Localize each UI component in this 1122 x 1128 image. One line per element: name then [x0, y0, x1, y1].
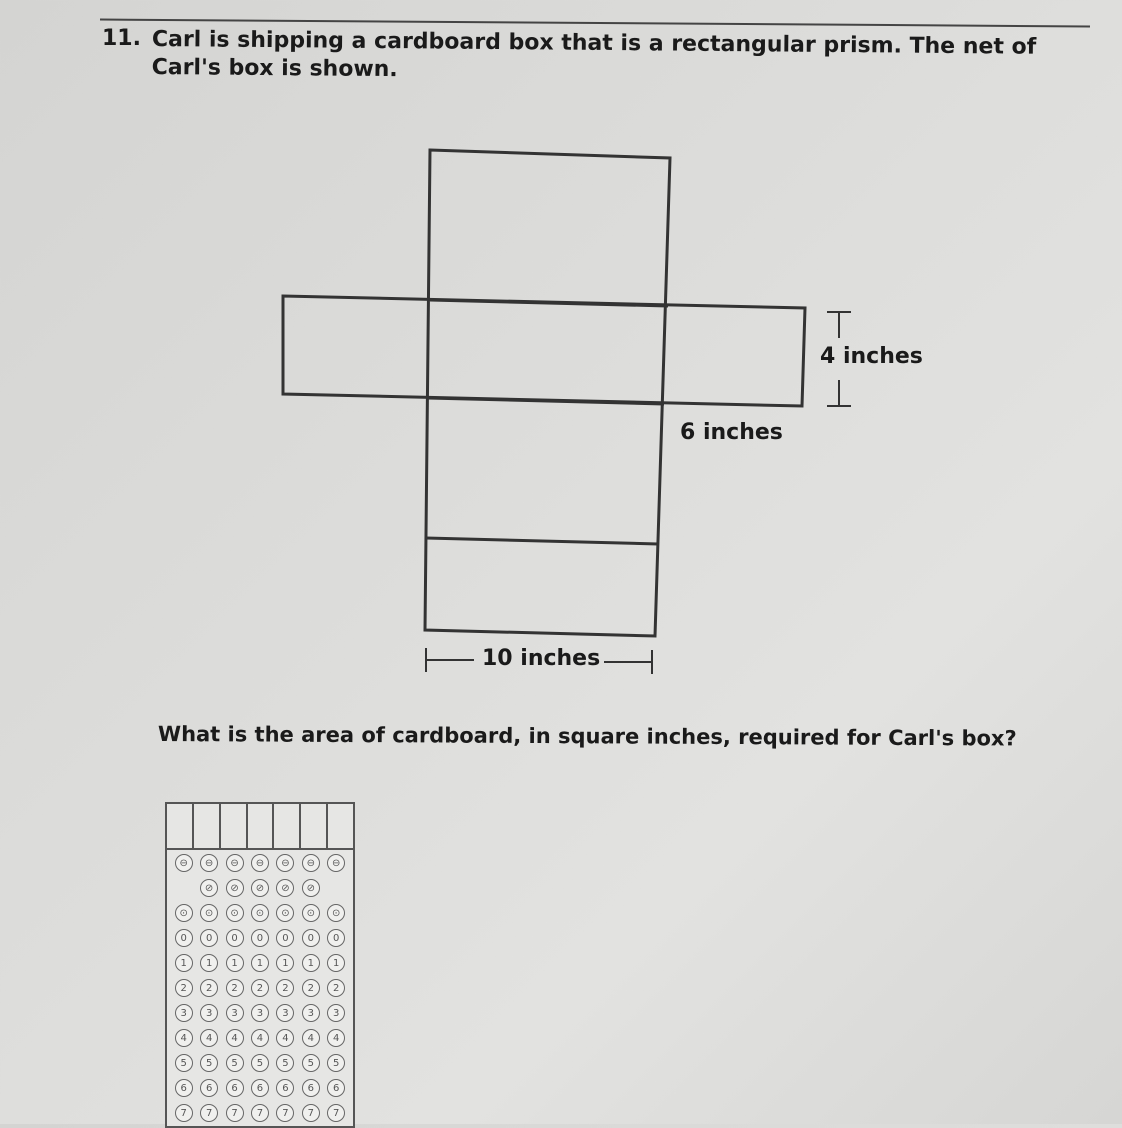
answer-bubble[interactable]: 7 [226, 1104, 244, 1122]
net-vertical-strip [425, 150, 670, 636]
answer-bubble[interactable]: 5 [251, 1054, 269, 1072]
answer-bubble[interactable]: ⊖ [327, 854, 345, 872]
answer-bubble[interactable]: ⊖ [302, 854, 320, 872]
bubble-row [167, 875, 353, 900]
answer-bubble[interactable]: ⊖ [251, 854, 269, 872]
answer-grid[interactable] [165, 802, 355, 1128]
answer-bubble[interactable]: 7 [251, 1104, 269, 1122]
answer-bubble[interactable]: ⊙ [251, 904, 269, 922]
answer-bubble[interactable]: 4 [226, 1029, 244, 1047]
answer-bubble[interactable]: 0 [302, 929, 320, 947]
bubble-row [167, 1050, 353, 1075]
answer-bubble[interactable]: 4 [276, 1029, 294, 1047]
answer-bubble[interactable]: 0 [327, 929, 345, 947]
width-label: 6 inches [680, 420, 783, 445]
answer-box[interactable] [274, 804, 301, 848]
answer-bubble[interactable]: 6 [226, 1079, 244, 1097]
answer-bubble[interactable]: 2 [200, 979, 218, 997]
answer-bubble[interactable]: 3 [276, 1004, 294, 1022]
answer-bubble[interactable]: ⊘ [200, 879, 218, 897]
answer-box[interactable] [248, 804, 275, 848]
answer-bubble[interactable]: 3 [327, 1004, 345, 1022]
answer-entry-boxes[interactable] [167, 804, 353, 850]
answer-bubble[interactable]: 5 [175, 1054, 193, 1072]
question-text: Carl is shipping a cardboard box that is a rectangular prism. The net of Carl's box is shown. [151, 26, 1037, 83]
answer-bubble[interactable]: 0 [200, 929, 218, 947]
answer-bubble[interactable]: 7 [276, 1104, 294, 1122]
height-label: 4 inches [820, 344, 923, 369]
answer-bubble[interactable]: ⊙ [200, 904, 218, 922]
bubble-row [167, 1025, 353, 1050]
answer-box[interactable] [194, 804, 221, 848]
answer-bubble[interactable]: 1 [302, 954, 320, 972]
answer-bubble[interactable]: 3 [175, 1004, 193, 1022]
answer-bubble[interactable]: 2 [175, 979, 193, 997]
answer-bubble[interactable]: 6 [200, 1079, 218, 1097]
bubble-placeholder [327, 879, 345, 897]
answer-bubble[interactable]: 3 [251, 1004, 269, 1022]
answer-bubble[interactable]: ⊖ [175, 854, 193, 872]
bubble-rows [167, 850, 353, 1125]
answer-box[interactable] [167, 804, 194, 848]
answer-bubble[interactable]: 2 [302, 979, 320, 997]
bubble-placeholder [175, 879, 193, 897]
answer-bubble[interactable]: 6 [327, 1079, 345, 1097]
bubble-row [167, 1100, 353, 1125]
answer-bubble[interactable]: 2 [226, 979, 244, 997]
bubble-row [167, 1000, 353, 1025]
answer-bubble[interactable]: 4 [251, 1029, 269, 1047]
answer-bubble[interactable]: 4 [175, 1029, 193, 1047]
answer-bubble[interactable]: 5 [327, 1054, 345, 1072]
answer-bubble[interactable]: 5 [226, 1054, 244, 1072]
answer-bubble[interactable]: ⊙ [327, 904, 345, 922]
answer-bubble[interactable]: 6 [251, 1079, 269, 1097]
answer-bubble[interactable]: ⊘ [302, 879, 320, 897]
length-label: 10 inches [482, 646, 601, 671]
answer-bubble[interactable]: 3 [226, 1004, 244, 1022]
answer-bubble[interactable]: ⊘ [226, 879, 244, 897]
answer-bubble[interactable]: 4 [200, 1029, 218, 1047]
bubble-row [167, 1075, 353, 1100]
answer-bubble[interactable]: ⊙ [276, 904, 294, 922]
bubble-row [167, 900, 353, 925]
answer-bubble[interactable]: ⊖ [226, 854, 244, 872]
question-prompt: What is the area of cardboard, in square inches, required for Carl's box? [157, 722, 1017, 751]
answer-bubble[interactable]: 5 [276, 1054, 294, 1072]
answer-bubble[interactable]: ⊙ [226, 904, 244, 922]
bubble-row [167, 975, 353, 1000]
answer-bubble[interactable]: ⊙ [302, 904, 320, 922]
answer-bubble[interactable]: ⊖ [200, 854, 218, 872]
net-horizontal-strip [283, 296, 805, 406]
net-divider-3 [426, 538, 658, 544]
answer-bubble[interactable]: 1 [327, 954, 345, 972]
answer-bubble[interactable]: 1 [276, 954, 294, 972]
answer-bubble[interactable]: 7 [200, 1104, 218, 1122]
answer-bubble[interactable]: 7 [327, 1104, 345, 1122]
answer-bubble[interactable]: 3 [302, 1004, 320, 1022]
answer-bubble[interactable]: 4 [302, 1029, 320, 1047]
answer-bubble[interactable]: 5 [200, 1054, 218, 1072]
question-number: 11. [102, 26, 141, 51]
answer-bubble[interactable]: 1 [251, 954, 269, 972]
answer-bubble[interactable]: 7 [175, 1104, 193, 1122]
answer-bubble[interactable]: ⊘ [276, 879, 294, 897]
answer-bubble[interactable]: 3 [200, 1004, 218, 1022]
answer-bubble[interactable]: ⊙ [175, 904, 193, 922]
answer-bubble[interactable]: 1 [175, 954, 193, 972]
answer-bubble[interactable]: ⊖ [276, 854, 294, 872]
answer-bubble[interactable]: 5 [302, 1054, 320, 1072]
answer-bubble[interactable]: 1 [226, 954, 244, 972]
answer-bubble[interactable]: 7 [302, 1104, 320, 1122]
answer-box[interactable] [301, 804, 328, 848]
bubble-row [167, 850, 353, 875]
answer-bubble[interactable]: 2 [251, 979, 269, 997]
answer-bubble[interactable]: 0 [276, 929, 294, 947]
answer-bubble[interactable]: ⊘ [251, 879, 269, 897]
answer-bubble[interactable]: 2 [276, 979, 294, 997]
answer-box[interactable] [328, 804, 353, 848]
answer-bubble[interactable]: 1 [200, 954, 218, 972]
answer-bubble[interactable]: 0 [226, 929, 244, 947]
answer-bubble[interactable]: 0 [251, 929, 269, 947]
answer-bubble[interactable]: 6 [302, 1079, 320, 1097]
answer-bubble[interactable]: 0 [175, 929, 193, 947]
answer-bubble[interactable]: 4 [327, 1029, 345, 1047]
bubble-row [167, 925, 353, 950]
answer-bubble[interactable]: 6 [276, 1079, 294, 1097]
answer-bubble[interactable]: 2 [327, 979, 345, 997]
answer-bubble[interactable]: 6 [175, 1079, 193, 1097]
answer-box[interactable] [221, 804, 248, 848]
bubble-row [167, 950, 353, 975]
